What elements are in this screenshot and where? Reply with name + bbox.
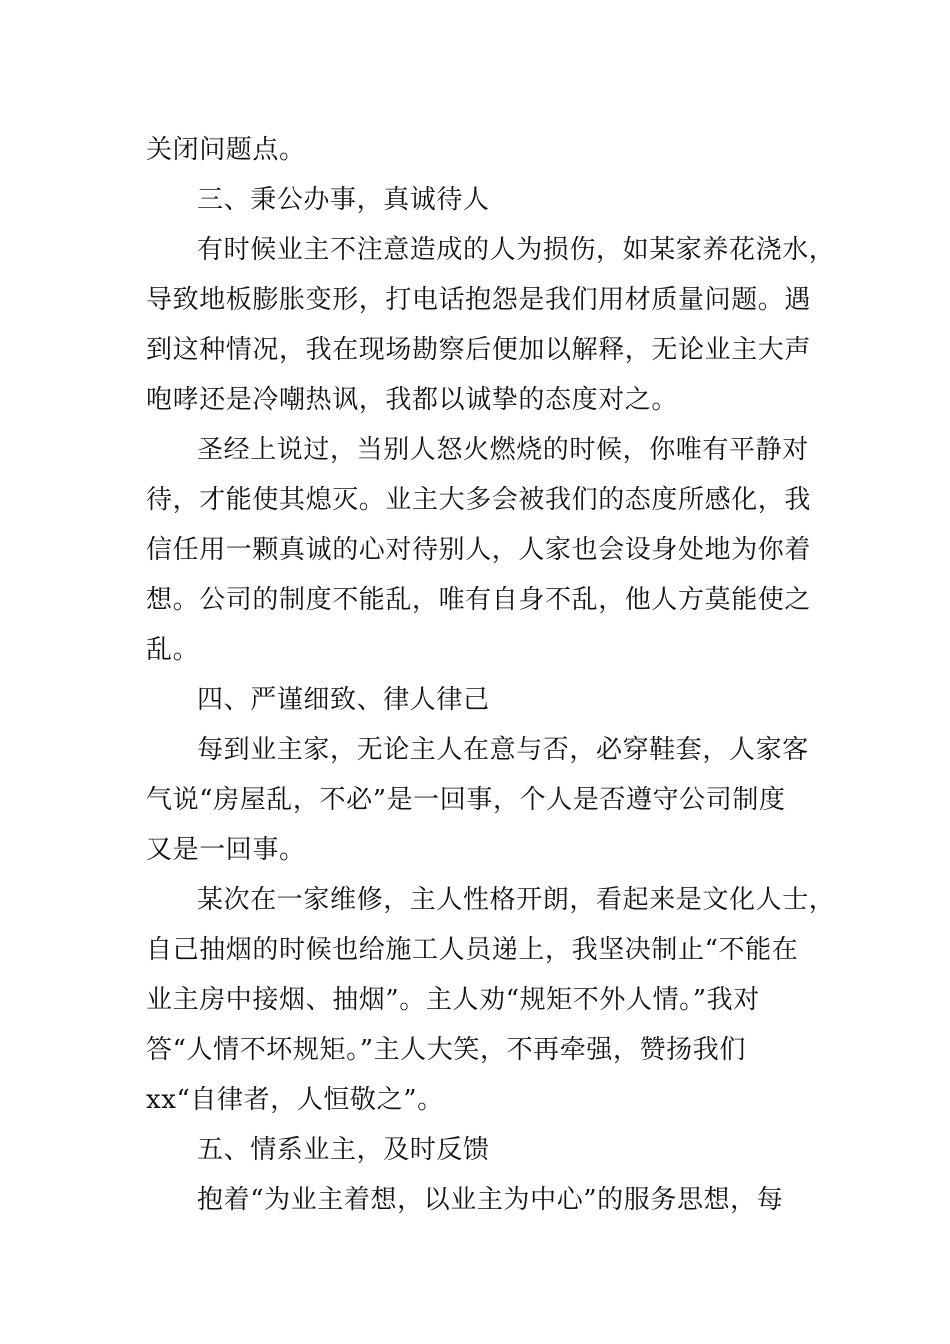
text-line	[0, 1025, 950, 1075]
line-text: 每到业主家，无论主人在意与否，必穿鞋套，人家客	[197, 735, 809, 765]
text-line	[0, 875, 950, 925]
text-line	[0, 775, 950, 825]
text-line	[0, 125, 950, 175]
text-line	[0, 625, 950, 675]
line-text: 有时候业主不注意造成的人为损伤，如某家养花浇水，	[197, 235, 836, 265]
text-line	[0, 575, 950, 625]
section-heading	[0, 175, 950, 225]
text-line	[0, 825, 950, 875]
section-heading	[0, 675, 950, 725]
text-line	[0, 925, 950, 975]
text-line	[0, 275, 950, 325]
line-text: 业主房中接烟、抽烟”。主人劝“规矩不外人情。”我对	[146, 985, 760, 1015]
line-text: 到这种情况，我在现场勘察后便加以解释，无论业主大声	[146, 335, 812, 365]
text-line	[0, 225, 950, 275]
line-text: 圣经上说过，当别人怒火燃烧的时候，你唯有平静对	[197, 435, 809, 465]
text-line	[0, 525, 950, 575]
text-line	[0, 475, 950, 525]
line-text: 答“人情不坏规矩。”主人大笑，不再牵强，赞扬我们	[146, 1035, 746, 1065]
line-text: 自己抽烟的时候也给施工人员递上，我坚决制止“不能在	[146, 935, 799, 965]
line-text: 想。公司的制度不能乱，唯有自身不乱，他人方莫能使之	[146, 585, 812, 615]
text-line	[0, 375, 950, 425]
line-text: 抱着“为业主着想，以业主为中心”的服务思想，每	[197, 1185, 784, 1215]
text-line	[0, 975, 950, 1025]
line-text: 乱。	[146, 635, 200, 665]
heading-text: 四、严谨细致、律人律己	[197, 685, 490, 715]
section-heading	[0, 1125, 950, 1175]
text-line	[0, 1175, 950, 1225]
line-text: 又是一回事。	[146, 835, 306, 865]
text-line	[0, 325, 950, 375]
line-text: 导致地板膨胀变形，打电话抱怨是我们用材质量问题。遇	[146, 285, 812, 315]
text-line	[0, 725, 950, 775]
heading-text: 三、秉公办事，真诚待人	[197, 185, 490, 215]
text-line	[0, 425, 950, 475]
line-text: 气说“房屋乱，不必”是一回事，个人是否遵守公司制度	[146, 785, 786, 815]
text-line	[0, 1075, 950, 1125]
line-text: 信任用一颗真诚的心对待别人，人家也会设身处地为你着	[146, 535, 812, 565]
heading-text: 五、情系业主，及时反馈	[197, 1135, 490, 1165]
line-text: 咆哮还是冷嘲热讽，我都以诚挚的态度对之。	[146, 385, 679, 415]
line-text: 关闭问题点。	[146, 135, 306, 165]
line-text: xx“自律者，人恒敬之”。	[146, 1085, 444, 1115]
line-text: 待，才能使其熄灭。业主大多会被我们的态度所感化，我	[146, 485, 812, 515]
line-text: 某次在一家维修，主人性格开朗，看起来是文化人士，	[197, 885, 836, 915]
